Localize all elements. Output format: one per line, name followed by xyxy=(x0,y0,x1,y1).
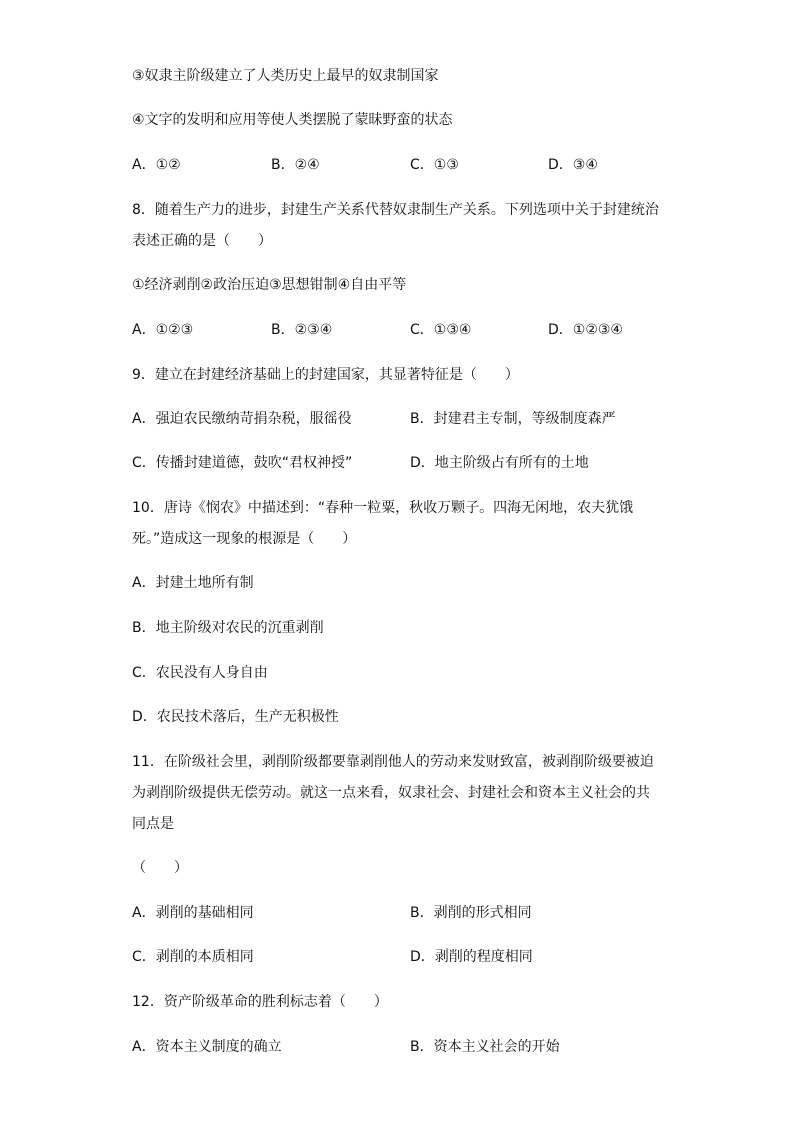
q9-option-a: A．强迫农民缴纳苛捐杂税，服徭役 xyxy=(132,411,352,427)
q8-option-b: B．②③④ xyxy=(271,322,333,338)
q11-option-c: C．剥削的本质相同 xyxy=(132,949,254,965)
q11-option-a: A．剥削的基础相同 xyxy=(132,905,254,921)
q7-item-3: ③奴隶主阶级建立了人类历史上最早的奴隶制国家 xyxy=(132,68,439,84)
q11-answer-paren: （ ） xyxy=(132,860,188,876)
q9-option-c: C．传播封建道德，鼓吹“君权神授” xyxy=(132,455,353,471)
q12-option-b: B．资本主义社会的开始 xyxy=(410,1039,560,1055)
q7-option-c: C．①③ xyxy=(410,157,459,173)
q7-option-b: B．②④ xyxy=(271,157,320,173)
q9-option-b: B．封建君主专制，等级制度森严 xyxy=(410,411,616,427)
q7-option-a: A．①② xyxy=(132,157,181,173)
q11-stem-line-1: 11．在阶级社会里，剥削阶级都要靠剥削他人的劳动来发财致富，被剥削阶级要被迫 xyxy=(132,754,654,770)
q10-stem-line-1: 10．唐诗《悯农》中描述到：“春种一粒粟，秋收万颗子。四海无闲地，农夫犹饿 xyxy=(132,500,634,516)
q10-stem-line-2: 死。”造成这一现象的根源是（ ） xyxy=(132,531,357,547)
q11-stem-line-3: 同点是 xyxy=(132,816,174,832)
q12-stem: 12．资产阶级革命的胜利标志着（ ） xyxy=(132,994,388,1010)
q10-option-d: D．农民技术落后，生产无积极性 xyxy=(132,709,339,725)
q11-option-b: B．剥削的形式相同 xyxy=(410,905,532,921)
q7-item-4: ④文字的发明和应用等使人类摆脱了蒙昧野蛮的状态 xyxy=(132,112,453,128)
q8-stem-line-1: 8．随着生产力的进步，封建生产关系代替奴隶制生产关系。下列选项中关于封建统治 xyxy=(132,202,659,218)
q12-option-a: A．资本主义制度的确立 xyxy=(132,1039,282,1055)
q9-option-d: D．地主阶级占有所有的土地 xyxy=(410,455,589,471)
q8-stem-line-2: 表述正确的是（ ） xyxy=(132,233,272,249)
q11-option-d: D．剥削的程度相同 xyxy=(410,949,533,965)
q10-option-a: A．封建土地所有制 xyxy=(132,575,254,591)
q8-option-a: A．①②③ xyxy=(132,322,194,338)
q8-option-c: C．①③④ xyxy=(410,322,472,338)
q10-option-b: B．地主阶级对农民的沉重剥削 xyxy=(132,620,324,636)
q7-option-d: D．③④ xyxy=(548,157,598,173)
q8-items: ①经济剥削②政治压迫③思想钳制④自由平等 xyxy=(132,277,407,293)
q8-option-d: D．①②③④ xyxy=(548,322,623,338)
q10-option-c: C．农民没有人身自由 xyxy=(132,665,268,681)
q11-stem-line-2: 为剥削阶级提供无偿劳动。就这一点来看，奴隶社会、封建社会和资本主义社会的共 xyxy=(132,785,650,801)
q9-stem: 9．建立在封建经济基础上的封建国家，其显著特征是（ ） xyxy=(132,367,519,383)
